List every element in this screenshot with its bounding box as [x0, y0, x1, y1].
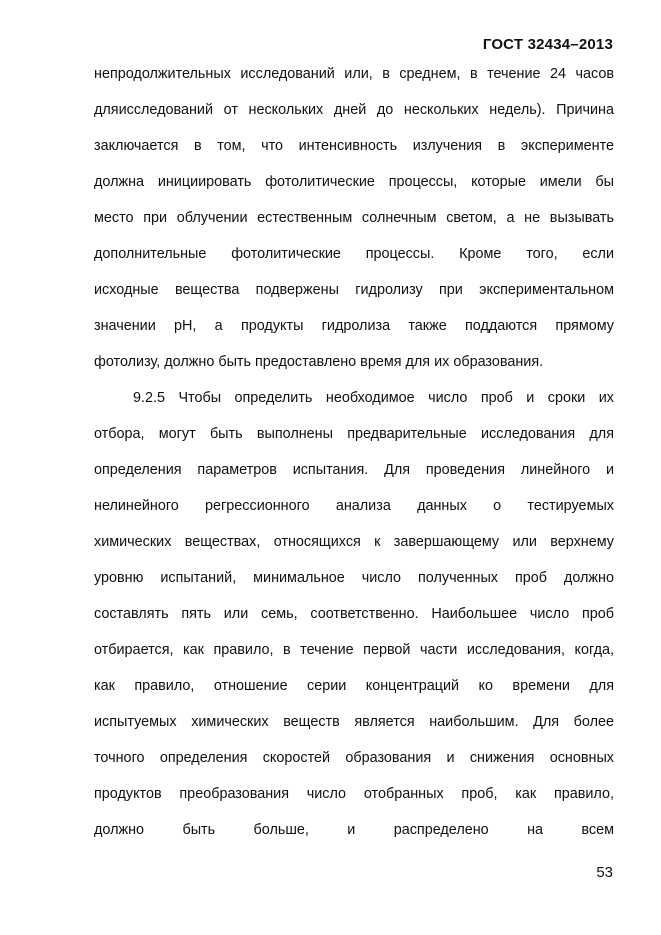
text-line: заключается в том, что интенсивность излучения в эксперименте — [94, 138, 614, 154]
text-line: составлять пять или семь, соответственно. Наибольшее число проб — [94, 606, 614, 622]
text-line: нелинейного регрессионного анализа данных о тестируемых — [94, 498, 614, 514]
text-line: определения параметров испытания. Для проведения линейного и — [94, 462, 614, 478]
text-line: продуктов преобразования число отобранных проб, как правило, — [94, 786, 614, 802]
body-text — [94, 62, 614, 854]
text-line: химических веществах, относящихся к завершающему или верхнему — [94, 534, 614, 550]
text-line: как правило, отношение серии концентраций ко времени для — [94, 678, 614, 694]
text-line: отбора, могут быть выполнены предварительные исследования для — [94, 426, 614, 442]
text-line: непродолжительных исследований или, в среднем, в течение 24 часов — [94, 66, 614, 82]
paragraph-end-line: фотолизу, должно быть предоставлено время для их образования. — [94, 354, 544, 370]
text-line: испытуемых химических веществ является наибольшим. Для более — [94, 714, 614, 730]
text-line: дляисследований от нескольких дней до нескольких недель). Причина — [94, 102, 614, 118]
text-line: должно быть больше, и распределено на всем — [94, 822, 614, 838]
text-line: место при облучении естественным солнечным светом, а не вызывать — [94, 210, 614, 226]
text-line: исходные вещества подвержены гидролизу при экспериментальном — [94, 282, 614, 298]
text-line: точного определения скоростей образования и снижения основных — [94, 750, 614, 766]
text-line: дополнительные фотолитические процессы. Кроме того, если — [94, 246, 614, 262]
page-number: 53 — [596, 864, 613, 881]
text-line: значении pH, а продукты гидролиза также поддаются прямому — [94, 318, 614, 334]
text-line: уровню испытаний, минимальное число полученных проб должно — [94, 570, 614, 586]
standard-header: ГОСТ 32434–2013 — [482, 36, 613, 53]
section-9-2-5-first-line: 9.2.5 Чтобы определить необходимое число проб и сроки их — [133, 390, 614, 406]
text-line: отбирается, как правило, в течение первой части исследования, когда, — [94, 642, 614, 658]
text-line: должна инициировать фотолитические процессы, которые имели бы — [94, 174, 614, 190]
